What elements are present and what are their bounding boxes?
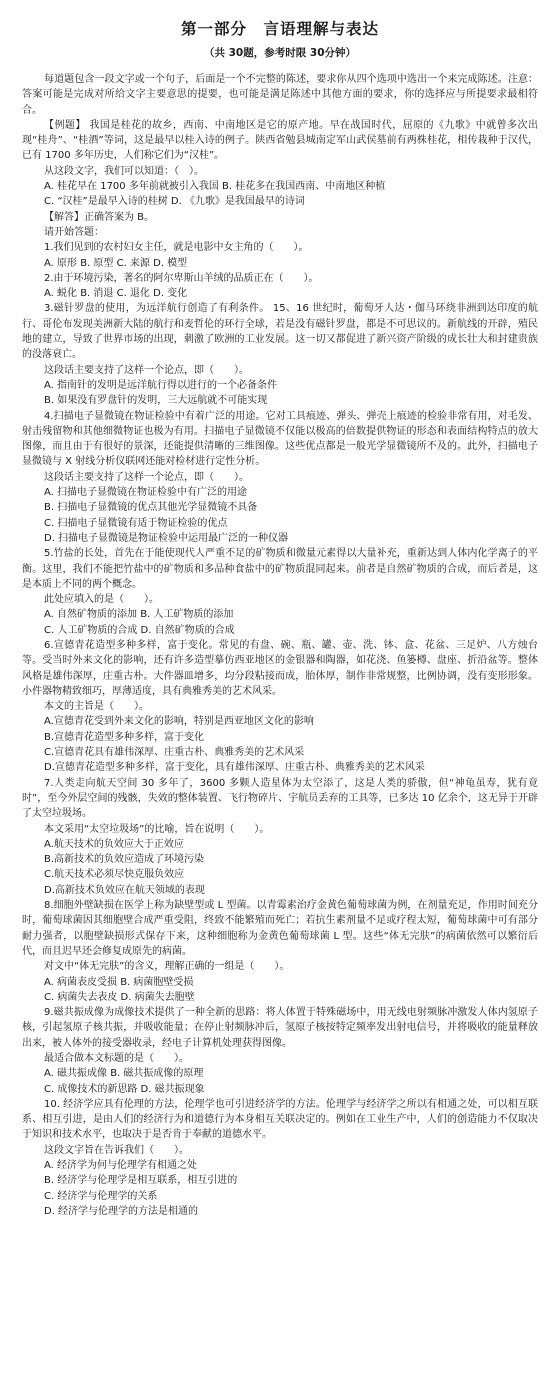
question-stem: 1.我们见到的农村妇女主任，就是电影中女主角的（ ）。 xyxy=(44,242,309,254)
option: C. 病菌失去表皮 D. 病菌失去胞壁 xyxy=(44,991,195,1003)
example-options: A. 桂花早在 1700 多年前就被引入我国 B. 桂花多在我国西南、中南地区种植 xyxy=(44,181,386,193)
page-subtitle: （共 30题，参考时限 30分钟） xyxy=(203,47,357,59)
example-answer: 【解答】正确答案为 B。 xyxy=(44,211,155,223)
question-stem: 对文中“体无完肤”的含义，理解正确的一组是（ ）。 xyxy=(44,961,290,973)
question-passage: 8.细胞外壁缺损在医学上称为缺壁型或 L 型菌。以青霉素治疗金黄色葡萄球菌为例，在剂量充足，作用时间充分时，葡萄球菌因其细胞壁合成严重受阻，终致不能繁殖而死亡；若抗生素剂量不足或疗程太短，葡萄球菌中可有部分耐力强者，以胞壁缺损形式保存下来，这种细胞称为金黄色葡萄球菌 L 型。这些“体无完肤”的病菌依然可以繁衍后代，而且迟早还会修复成原先的病菌。 xyxy=(22,900,538,957)
question-stem: 本文的主旨是（ ）。 xyxy=(44,701,149,713)
question-stem: 2.由于环境污染，著名的阿尔卑斯山羊绒的品质正在（ ）。 xyxy=(44,272,319,284)
example-options: C. “汉桂”是最早入诗的桂树 D. 《九歌》是我国最早的诗词 xyxy=(44,196,305,208)
instructions: 每道题包含一段文字或一个句子，后面是一个不完整的陈述，要求你从四个选项中选出一个来完成陈述。注意：答案可能是完成对所给文字主要意思的提要，也可能是满足陈述中其他方面的要求，你的选择应与所提要求最相符合。 xyxy=(22,74,538,116)
question-stem: 本文采用“太空垃圾场”的比喻，旨在说明（ ）。 xyxy=(44,823,270,835)
option: D.高新技术负效应在航天领域的表现 xyxy=(44,884,205,896)
question-stem: 这段话主要支持了这样一个论点，即（ ）。 xyxy=(44,364,249,376)
option: C. 人工矿物质的合成 D. 自然矿物质的合成 xyxy=(44,624,235,636)
option: C.航天技术必须尽快克服负效应 xyxy=(44,869,185,881)
question-passage: 3.磁针罗盘的使用，为远洋航行创造了有利条件。 15、16 世纪时，葡萄牙人达・伽马环绕非洲到达印度的航行、哥伦布发现美洲新大陆的航行和麦哲伦的环行全球，若是没有磁针罗盘，都是不可思议的。新航线的开辟，殖民地的建立，导致了世界市场的出现，刺激了欧洲的工业发展。这一切又都促进了新兴资产阶级的成长壮大和封建贵族的没落衰亡。 xyxy=(22,303,538,361)
question-stem: 最适合做本文标题的是（ ）。 xyxy=(44,1053,189,1064)
question-passage: 5.竹盐的长处，首先在于能使现代人严重不足的矿物质和微量元素得以大量补充，重新达到人体内化学离子的平衡。这里，我们不能把竹盐中的矿物质和多品种食盐中的矿物质混同起来。前者是自然矿物质的合成，而后者是，这是本质上不同的两个概念。 xyxy=(22,548,538,590)
option: D. 经济学与伦理学的方法是相通的 xyxy=(44,1205,199,1217)
start-prompt: 请开始答题： xyxy=(44,226,104,238)
question-passage: 10. 经济学应具有伦理的方法，伦理学也可引进经济学的方法。伦理学与经济学之所以有相通之处，可以相互联系、相互引进，是由人们的经济行为和道德行为本身相互关联决定的。例如在工业生产中，人们的创造能力不仅取决于知识和技术水平，也取决于是否肯于奉献的道德水平。 xyxy=(22,1098,538,1141)
example-passage: 【例题】 我国是桂花的故乡，西南、中南地区是它的原产地。早在战国时代，屈原的《九歌》中就曾多次出现“桂舟”、“桂酒”等词，这是最早以桂入诗的例子。陕西省勉县城南定军山武侯墓前有两株桂花，相传栽种于汉代，已有 1700 多年历史，人们称它们为“汉桂”。 xyxy=(22,119,538,162)
option: D. 扫描电子显微镜是物证检验中运用最广泛的一种仪器 xyxy=(44,532,289,544)
question-passage: 6.宣德青花造型多种多样，富于变化。常见的有盘、碗、瓶、罐、壶、洗、钵、盒、花盆、三足炉、八方烛台等。受当时外来文化的影响，还有许多造型摹仿西亚地区的金银器和陶器，如花浇、鱼篓樽、盘座、折沿盆等。整体风格是雄伟深厚，庄重古朴。大件器皿增多，均分段粘接而成，胎体厚，制作非常规整，比例协调，没有变形形象。小件器物精致细巧，厚薄适度，具有典雅秀美的艺术风采。 xyxy=(22,639,538,697)
option: A. 扫描电子显微镜在物证检验中有广泛的用途 xyxy=(44,487,248,499)
option: A. 病菌表皮受损 B. 病菌胞壁受损 xyxy=(44,976,194,988)
example-question: 从这段文字，我们可以知道：（ ）。 xyxy=(44,165,204,177)
question-options: A. 蜕化 B. 消退 C. 退化 D. 变化 xyxy=(44,288,188,300)
option: A. 自然矿物质的添加 B. 人工矿物质的添加 xyxy=(44,609,234,621)
question-stem: 这段话主要支持了这样一个论点，即（ ）。 xyxy=(44,471,249,483)
option: C.宣德青花具有雄伟深厚、庄重古朴、典雅秀美的艺术风采 xyxy=(44,747,305,759)
option: A.宣德青花受到外来文化的影响，特别是西亚地区文化的影响 xyxy=(44,716,314,728)
option: B. 如果没有罗盘针的发明，三大远航就不可能实现 xyxy=(44,395,268,407)
question-passage: 7.人类走向航天空间 30 多年了，3600 多颗人造星体为太空添了，这是人类的骄傲，但“神龟虽寿，犹有竟时”，至今外层空间的残骸，失效的整体装置、飞行物碎片、宇航员丢弃的工具等，已多达 10 亿余个，这无异于开辟了太空垃圾场。 xyxy=(22,777,538,820)
question-stem: 此处应填入的是（ ）。 xyxy=(44,594,159,606)
option: A. 经济学为何与伦理学有相通之处 xyxy=(44,1160,198,1172)
option: B. 经济学与伦理学是相互联系，相互引进的 xyxy=(44,1175,238,1187)
question-passage: 4.扫描电子显微镜在物证检验中有着广泛的用途。它对工具痕迹、弹头、弹壳上痕迹的检验非常有用，对毛发、射击残留物和其他细微物证也极为有用。扫描电子显微镜不仅能以极高的倍数提供物证的形态和表面结构特点的放大图像，而且由于有很好的景深，还能提供清晰的三维图像。这些优点都是一般光学显微镜所不及的。此外，扫描电子显微镜与 X 射线分析仪联网还能对检材进行定性分析。 xyxy=(22,410,538,468)
option: C. 扫描电子显微镜有适于物证检验的优点 xyxy=(44,517,228,529)
option: C. 经济学与伦理学的关系 xyxy=(44,1190,158,1202)
option: A. 磁共振成像 B. 磁共振成像的原理 xyxy=(44,1068,204,1080)
page-title: 第一部分 言语理解与表达 xyxy=(180,19,379,38)
option: A. 指南针的发明是远洋航行得以进行的一个必备条件 xyxy=(44,379,278,391)
option: A.航天技术的负效应大于正效应 xyxy=(44,838,184,850)
option: B. 扫描电子显微镜的优点其他光学显微镜不具备 xyxy=(44,502,258,514)
option: C. 成像技术的新思路 D. 磁共振现象 xyxy=(44,1083,205,1095)
question-stem: 这段文字旨在告诉我们（ ）。 xyxy=(44,1144,189,1156)
question-passage: 9.磁共振成像为成像技术提供了一种全新的思路：将人体置于特殊磁场中，用无线电射频脉冲激发人体内氢原子核，引起氢原子核共振，并吸收能量；在停止射频脉冲后，氢原子核按特定频率发出射电信号，并将吸收的能量释放出来，被人体外的接受器收录，经电子计算机处理获得图像。 xyxy=(22,1007,538,1049)
option: D.宣德青花造型多种多样，富于变化，具有雄伟深厚、庄重古朴、典雅秀美的艺术风采 xyxy=(44,762,425,774)
option: B.高新技术的负效应造成了环境污染 xyxy=(44,854,205,866)
option: B.宣德青花造型多种多样，富于变化 xyxy=(44,731,205,743)
question-options: A. 原形 B. 原型 C. 来源 D. 模型 xyxy=(44,257,188,269)
